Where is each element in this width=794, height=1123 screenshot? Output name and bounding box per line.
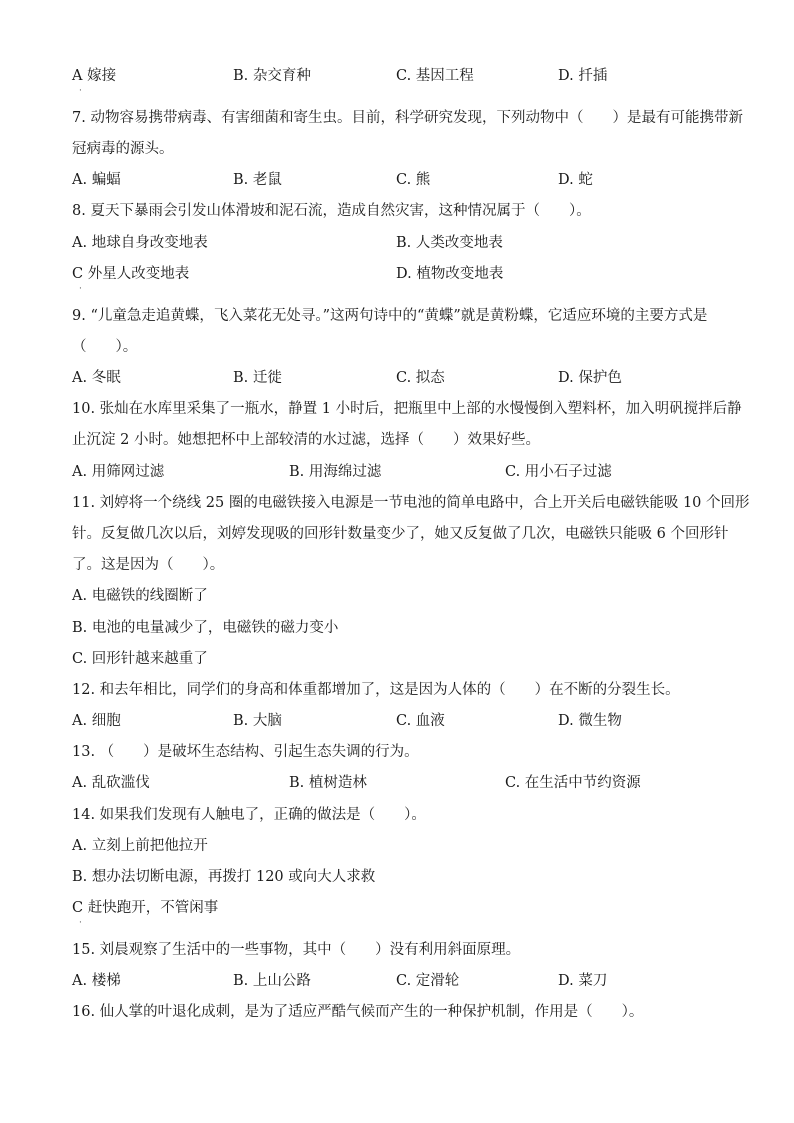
q11-stem-line3: 了。这是因为（ ）。 bbox=[72, 557, 225, 573]
q7-option-a: A. 蝙蝠 bbox=[72, 172, 121, 188]
q9-option-a: A. 冬眠 bbox=[72, 370, 121, 386]
q7-stem-line2: 冠病毒的源头。 bbox=[72, 141, 174, 157]
q14-option-a: A. 立刻上前把他拉开 bbox=[72, 838, 208, 854]
q13-option-c: C. 在生活中节约资源 bbox=[505, 775, 641, 791]
q12-option-c: C. 血液 bbox=[396, 713, 445, 729]
q8-stem-line1: 8. 夏天下暴雨会引发山体滑坡和泥石流，造成自然灾害，这种情况属于（ ）。 bbox=[72, 203, 591, 219]
q7-option-b: B. 老鼠 bbox=[233, 172, 282, 188]
q14-option-b: B. 想办法切断电源，再拨打 120 或向大人求救 bbox=[72, 869, 376, 885]
q11-option-a: A. 电磁铁的线圈断了 bbox=[72, 588, 208, 604]
q16-stem-line1: 16. 仙人掌的叶退化成刺，是为了适应严酷气候而产生的一种保护机制，作用是（ ）。 bbox=[72, 1004, 644, 1020]
q10-stem-line2: 止沉淀 2 小时。她想把杯中上部较清的水过滤，选择（ ）效果好些。 bbox=[72, 432, 540, 448]
q9-option-b: B. 迁徙 bbox=[233, 370, 282, 386]
q13-stem-line1: 13. （ ）是破坏生态结构、引起生态失调的行为。 bbox=[72, 744, 419, 760]
q6-option-c: C. 基因工程 bbox=[396, 68, 474, 84]
q14-stem-line1: 14. 如果我们发现有人触电了，正确的做法是（ ）。 bbox=[72, 807, 426, 823]
q11-option-c: C. 回形针越来越重了 bbox=[72, 651, 208, 667]
stray-dot-mark: · bbox=[79, 918, 82, 928]
q9-stem-line1: 9. “儿童急走追黄蝶，飞入菜花无处寻。”这两句诗中的“黄蝶”就是黄粉蝶，它适应环境的主要方式是 bbox=[72, 308, 708, 324]
q11-stem-line2: 针。反复做几次以后，刘婷发现吸的回形针数量变少了，她又反复做了几次，电磁铁只能吸 6 个回形针 bbox=[72, 526, 729, 542]
q13-option-a: A. 乱砍滥伐 bbox=[72, 775, 150, 791]
q6-option-b: B. 杂交育种 bbox=[233, 68, 311, 84]
q11-stem-line1: 11. 刘婷将一个绕线 25 圈的电磁铁接入电源是一节电池的简单电路中，合上开关后电磁铁能吸 10 个回形 bbox=[72, 495, 750, 511]
q11-option-b: B. 电池的电量减少了，电磁铁的磁力变小 bbox=[72, 620, 339, 636]
stray-dot-mark: · bbox=[79, 86, 82, 96]
stray-dot-mark: · bbox=[79, 284, 82, 294]
q10-option-a: A. 用筛网过滤 bbox=[72, 464, 165, 480]
q7-option-c: C. 熊 bbox=[396, 172, 431, 188]
q13-option-b: B. 植树造林 bbox=[289, 775, 367, 791]
q8-option-c: C 外星人改变地表 bbox=[72, 266, 190, 282]
q15-option-c: C. 定滑轮 bbox=[396, 973, 460, 989]
q6-option-a: A 嫁接 bbox=[72, 68, 117, 84]
q10-stem-line1: 10. 张灿在水库里采集了一瓶水，静置 1 小时后，把瓶里中上部的水慢慢倒入塑料杯，加入明矾搅拌后静 bbox=[72, 401, 742, 417]
q14-option-c: C 赶快跑开，不管闲事 bbox=[72, 900, 219, 916]
q12-option-d: D. 微生物 bbox=[558, 713, 622, 729]
q8-option-d: D. 植物改变地表 bbox=[396, 266, 504, 282]
q15-option-a: A. 楼梯 bbox=[72, 973, 121, 989]
q10-option-b: B. 用海绵过滤 bbox=[289, 464, 382, 480]
q15-stem-line1: 15. 刘晨观察了生活中的一些事物，其中（ ）没有利用斜面原理。 bbox=[72, 942, 521, 958]
q12-option-a: A. 细胞 bbox=[72, 713, 121, 729]
q15-option-d: D. 菜刀 bbox=[558, 973, 608, 989]
q15-option-b: B. 上山公路 bbox=[233, 973, 311, 989]
q8-option-b: B. 人类改变地表 bbox=[396, 235, 503, 251]
q12-stem-line1: 12. 和去年相比，同学们的身高和体重都增加了，这是因为人体的（ ）在不断的分裂生长。 bbox=[72, 682, 680, 698]
q8-option-a: A. 地球自身改变地表 bbox=[72, 235, 208, 251]
q9-stem-line2: （ ）。 bbox=[72, 339, 138, 355]
q9-option-c: C. 拟态 bbox=[396, 370, 445, 386]
q10-option-c: C. 用小石子过滤 bbox=[505, 464, 612, 480]
q7-stem-line1: 7. 动物容易携带病毒、有害细菌和寄生虫。目前，科学研究发现，下列动物中（ ）是最有可能携带新 bbox=[72, 110, 743, 126]
q7-option-d: D. 蛇 bbox=[558, 172, 593, 188]
q12-option-b: B. 大脑 bbox=[233, 713, 282, 729]
q6-option-d: D. 扦插 bbox=[558, 68, 608, 84]
q9-option-d: D. 保护色 bbox=[558, 370, 622, 386]
